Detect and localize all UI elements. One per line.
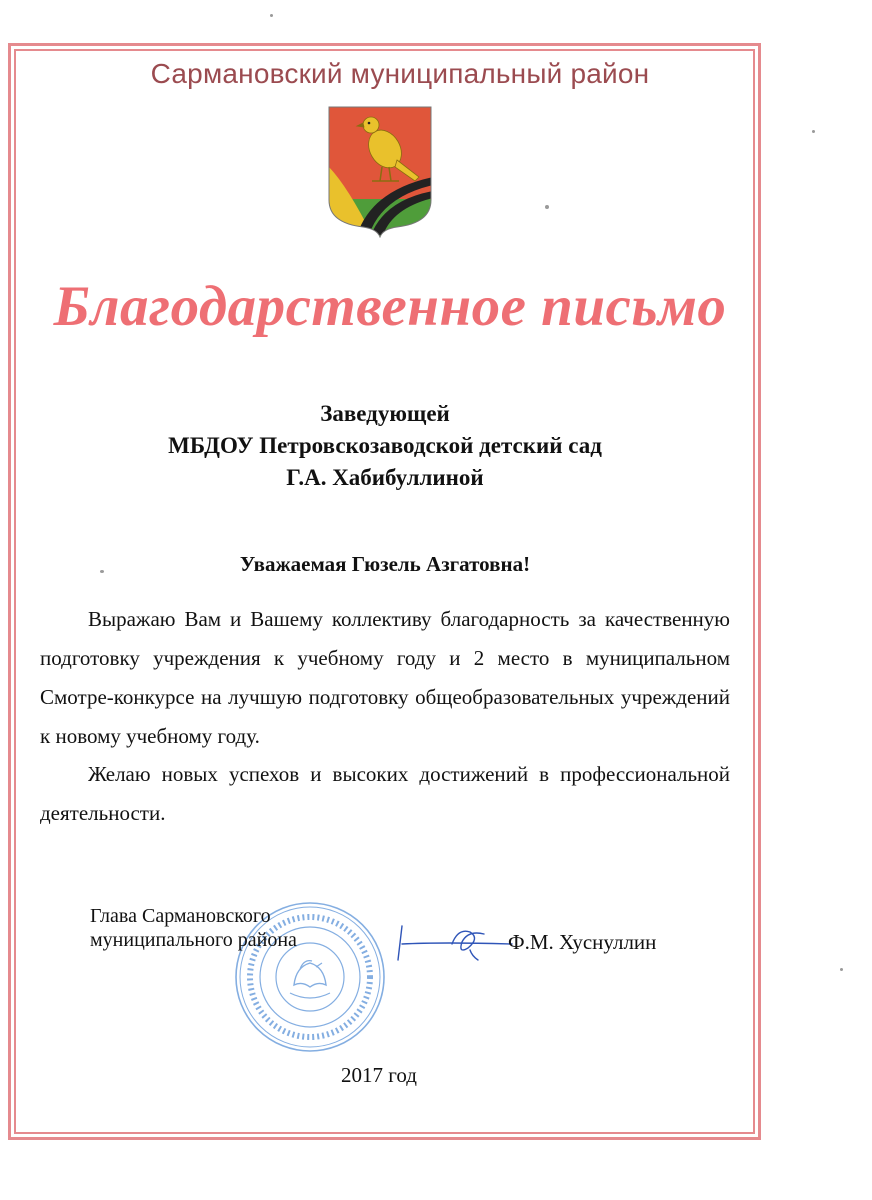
recipient-block xyxy=(0,398,770,494)
document-year: 2017 год xyxy=(341,1063,417,1087)
paper-speck xyxy=(100,570,104,573)
body-paragraph-1: Выражаю Вам и Вашему коллективу благодарность за качественную подготовку учреждения к учебному году и 2 место в муниципальном Смотре-конкурсе на лучшую подготовку общеобразовательных учреждений к новому учебному году. xyxy=(40,607,730,748)
signatory-position-line1: Глава Сармановского xyxy=(90,905,271,927)
coat-of-arms-icon xyxy=(327,105,433,238)
handwritten-signature xyxy=(392,920,522,965)
paper-speck xyxy=(840,968,843,971)
signatory-name: Ф.М. Хуснуллин xyxy=(508,930,657,954)
paper-speck xyxy=(812,130,815,133)
body-paragraph-2: Желаю новых успехов и высоких достижений в профессиональной деятельности. xyxy=(40,762,730,825)
signatory-position-line2: муниципального района xyxy=(90,929,297,951)
paper-speck xyxy=(270,14,273,17)
document-title: Благодарственное письмо xyxy=(53,275,727,338)
signatory-position xyxy=(90,904,297,952)
recipient-position: Заведующей xyxy=(320,401,450,426)
greeting: Уважаемая Гюзель Азгатовна! xyxy=(239,552,531,576)
paper-speck xyxy=(545,205,549,209)
district-heading: Сармановский муниципальный район xyxy=(150,58,650,89)
recipient-name: Г.А. Хабибуллиной xyxy=(286,465,484,490)
recipient-organization: МБДОУ Петровскозаводской детский сад xyxy=(168,433,602,458)
